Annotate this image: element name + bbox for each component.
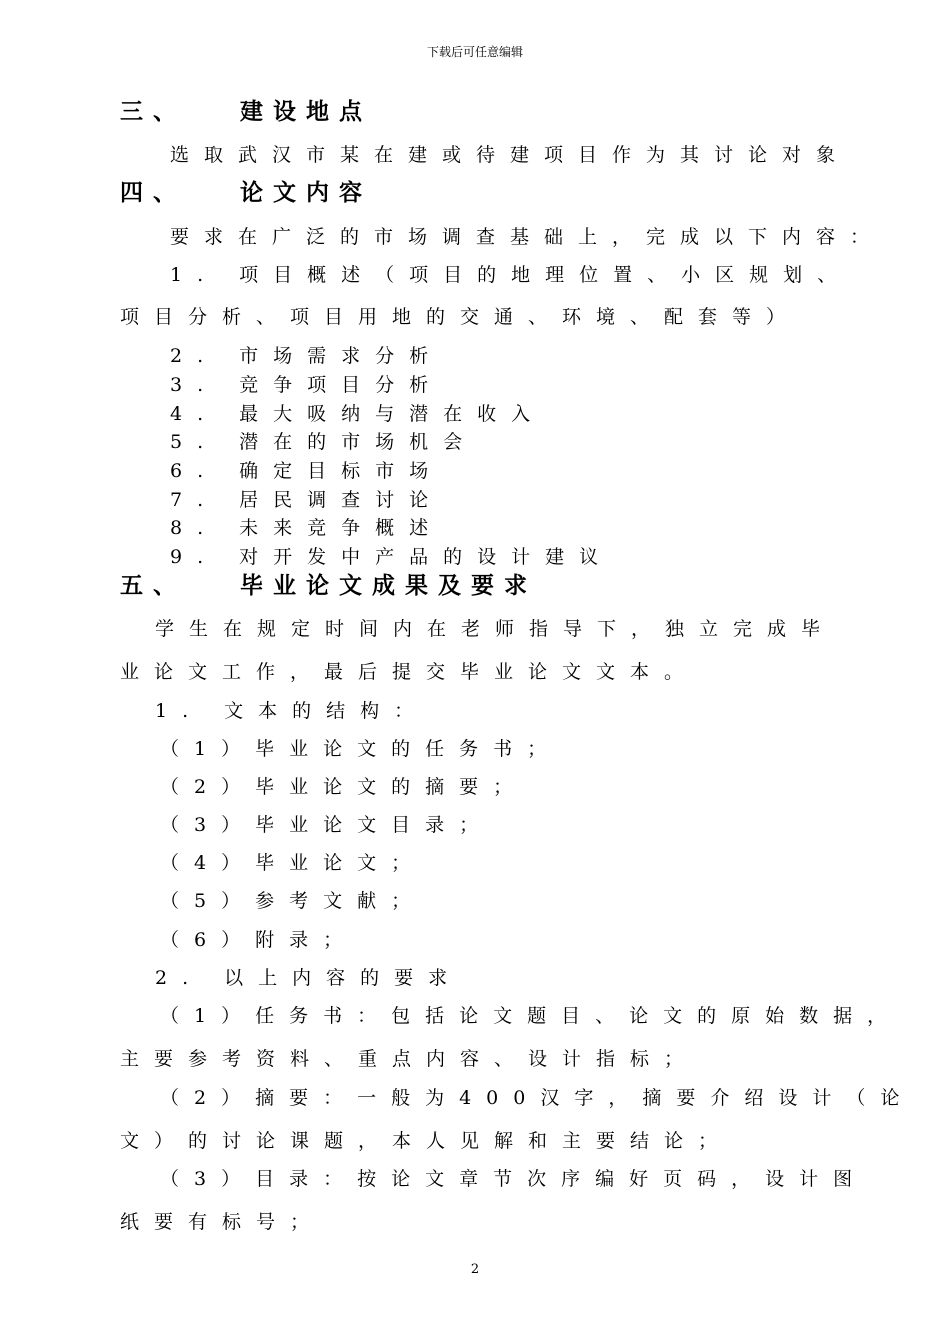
list-item: 3. 竞争项目分析	[170, 374, 444, 396]
section-number: 三、	[120, 99, 186, 125]
page-number: 2	[470, 1262, 480, 1277]
section-title: 论文内容	[240, 180, 372, 206]
subheading: 2. 以上内容的要求	[155, 967, 463, 989]
subheading: 1. 文本的结构：	[155, 700, 429, 722]
list-item: 2. 市场需求分析	[170, 345, 444, 367]
list-item: 1. 项目概述（项目的地理位置、小区规划、	[170, 264, 852, 286]
paragraph-continuation: 业论文工作，最后提交毕业论文文本。	[120, 661, 699, 683]
list-item: （6）附录；	[160, 929, 358, 951]
list-item: 6. 确定目标市场	[170, 460, 444, 482]
section-title: 毕业论文成果及要求	[240, 573, 537, 599]
paragraph: 学生在规定时间内在老师指导下，独立完成毕	[155, 618, 836, 640]
list-item: （4）毕业论文；	[160, 852, 426, 874]
section-number: 五、	[120, 573, 186, 599]
list-item: （3）目录：按论文章节次序编好页码，设计图	[160, 1168, 868, 1190]
list-item: （2）毕业论文的摘要；	[160, 776, 528, 798]
paragraph: 要求在广泛的市场调查基础上，完成以下内容：	[170, 226, 885, 248]
list-item-continuation: 纸要有标号；	[120, 1211, 325, 1233]
list-item: 9. 对开发中产品的设计建议	[170, 546, 614, 568]
list-item: 4. 最大吸纳与潜在收入	[170, 403, 546, 425]
list-item: （2）摘要：一般为400汉字，摘要介绍设计（论	[160, 1087, 915, 1109]
list-item: 8. 未来竞争概述	[170, 517, 444, 539]
list-item-continuation: 项目分析、项目用地的交通、环境、配套等）	[120, 306, 801, 328]
list-item: （3）毕业论文目录；	[160, 814, 494, 836]
list-item: 5. 潜在的市场机会	[170, 431, 478, 453]
list-item-continuation: 文）的讨论课题，本人见解和主要结论；	[120, 1130, 733, 1152]
list-item: （1）毕业论文的任务书；	[160, 738, 562, 760]
list-item: 7. 居民调查讨论	[170, 489, 444, 511]
list-item-continuation: 主要参考资料、重点内容、设计指标；	[120, 1048, 699, 1070]
list-item: （1）任务书：包括论文题目、论文的原始数据，	[160, 1005, 902, 1027]
list-item: （5）参考文献；	[160, 890, 426, 912]
paragraph: 选取武汉市某在建或待建项目作为其讨论对象	[170, 144, 851, 166]
section-title: 建设地点	[240, 99, 372, 125]
page-header: 下载后可任意编辑	[426, 45, 523, 59]
section-number: 四、	[120, 180, 186, 206]
